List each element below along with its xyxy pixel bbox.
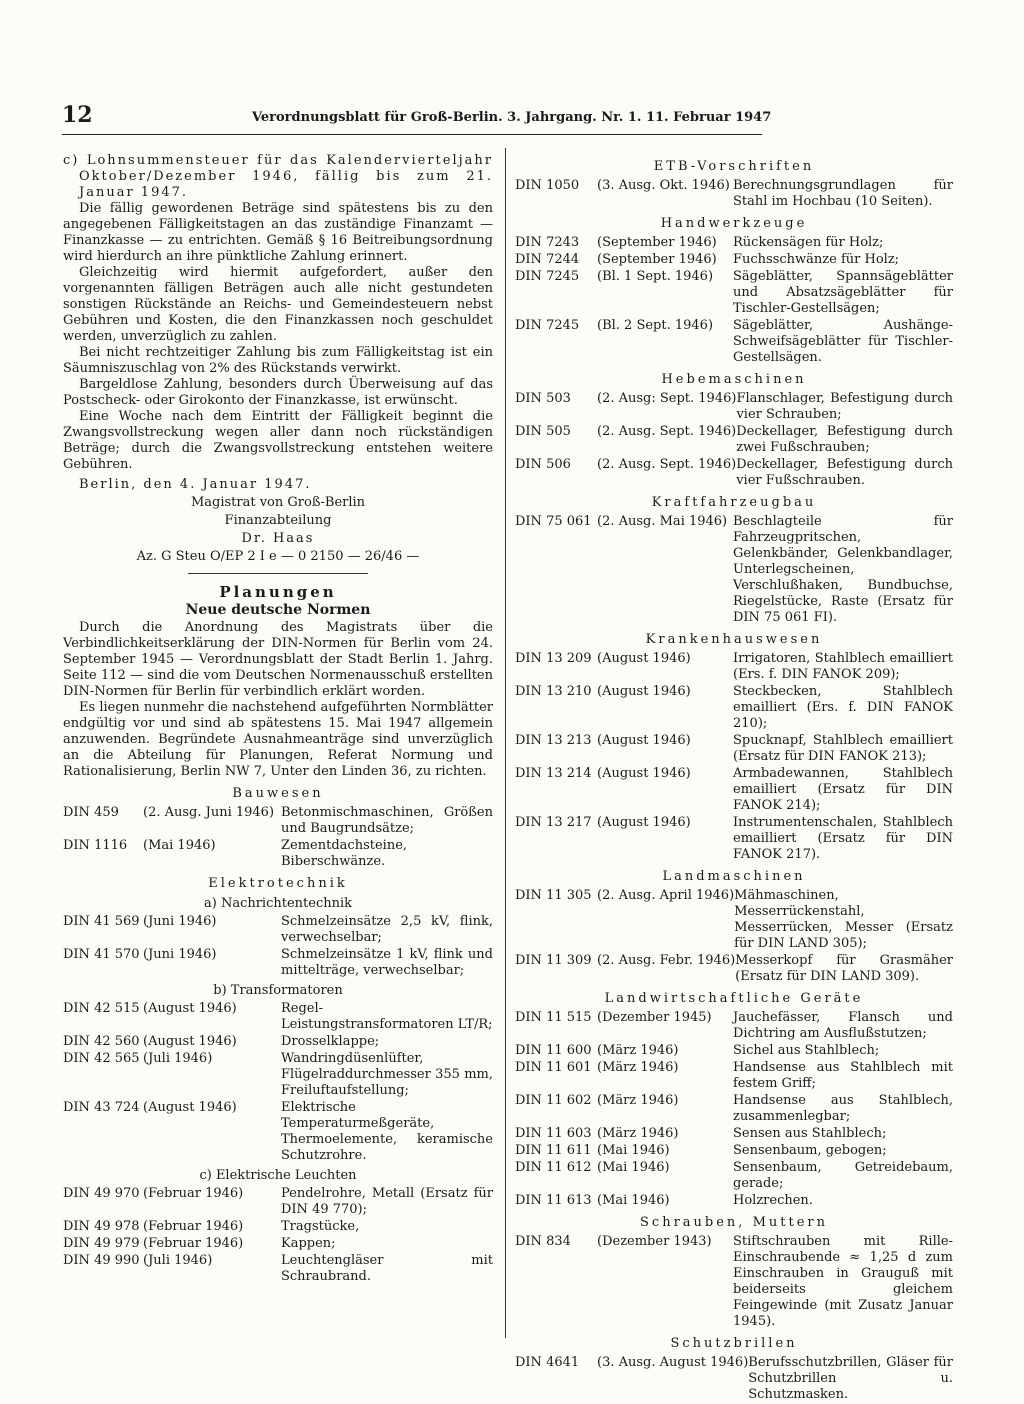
norm-entry [515, 1234, 953, 1330]
norm-entry [63, 947, 493, 979]
norm-entry [515, 953, 953, 985]
norm-entry [63, 805, 493, 837]
norm-code: DIN 13 210 [515, 684, 592, 699]
norm-edition: (2. Ausg. Juni 1946) [143, 805, 275, 820]
signature-department: Finanzabteilung [224, 513, 332, 528]
norm-code: DIN 11 309 [515, 953, 592, 968]
left-column [63, 153, 493, 1286]
norm-description: Holzrechen. [733, 1193, 813, 1208]
norm-code: DIN 11 611 [515, 1143, 592, 1158]
norm-description: Steckbecken, Stahlblech emailliert (Ers. f. DIN FANOK 210); [733, 684, 953, 731]
norm-entry [515, 1093, 953, 1125]
norm-edition: (März 1946) [597, 1126, 679, 1141]
section-title: ETB-Vorschriften [653, 159, 815, 174]
norm-code: DIN 43 724 [63, 1100, 140, 1115]
norm-description: Sensen aus Stahlblech; [733, 1126, 887, 1141]
norm-edition: (2. Ausg: Sept. 1946) [597, 391, 737, 406]
section-title: Schutzbrillen [670, 1336, 798, 1351]
header-title: Verordnungsblatt für Groß-Berlin. 3. Jahrgang. Nr. 1. 11. Februar 1947 [252, 110, 772, 125]
right-norm-sections [515, 159, 953, 1403]
norm-code: DIN 49 979 [63, 1236, 140, 1251]
norm-edition: (Mai 1946) [597, 1160, 670, 1175]
norm-description: Schmelzeinsätze 2,5 kV, flink, verwechselbar; [281, 914, 493, 945]
norm-edition: (Dezember 1943) [597, 1234, 712, 1249]
norm-edition: (3. Ausg. Okt. 1946) [597, 178, 730, 193]
norm-entry [515, 733, 953, 765]
norm-entry [515, 1060, 953, 1092]
norm-entry [515, 815, 953, 863]
norm-description: Berechnungsgrundlagen für Stahl im Hochbau (10 Seiten). [733, 178, 953, 209]
norm-code: DIN 4641 [515, 1355, 580, 1370]
norm-edition: (September 1946) [597, 235, 717, 250]
norm-code: DIN 11 515 [515, 1010, 592, 1025]
norm-code: DIN 13 217 [515, 815, 592, 830]
norm-entry [63, 1001, 493, 1033]
norm-entry [63, 1219, 493, 1235]
norm-edition: (Dezember 1945) [597, 1010, 712, 1025]
paragraph-anordnung: Durch die Anordnung des Magistrats über die Verbindlichkeitserklärung der DIN-Normen für Berlin vom 24. September 1945 — Verordnungsblatt der Stadt Berlin 1. Jahrg. Seite 112 — sind die vom Deutschen Normenausschuß erstellten DIN-Normen für Berlin für verbindlich erklärt worden. [63, 620, 493, 699]
norm-edition: (August 1946) [597, 766, 691, 781]
section-title: Kraftfahrzeugbau [651, 495, 817, 510]
section-title: Handwerkzeuge [660, 216, 808, 231]
norm-code: DIN 11 603 [515, 1126, 592, 1141]
column-divider [505, 148, 506, 1338]
norm-edition: (August 1946) [597, 684, 691, 699]
norm-entry [63, 838, 493, 870]
norm-description: Betonmischmaschinen, Größen und Baugrundsätze; [281, 805, 493, 836]
norm-description: Wandringdüsenlüfter, Flügelraddurchmesser 355 mm, Freiluftaufstellung; [281, 1051, 493, 1098]
norm-entry [63, 1051, 493, 1099]
norm-description: Tragstücke, [281, 1219, 360, 1234]
norm-code: DIN 49 978 [63, 1219, 140, 1234]
norm-description: Jauchefässer, Flansch und Dichtring am Ausflußstutzen; [733, 1010, 953, 1041]
paragraph-rueckstaende: Gleichzeitig wird hiermit aufgefordert, außer den vorgenannten fälligen Beträgen auch alle nicht gestundeten sonstigen Rückstände an Reichs- und Gemeindesteuern nebst Gebühren und Kosten, die den Finanzkassen noch geschuldet werden, unverzüglich zu zahlen. [63, 265, 493, 344]
norm-edition: (2. Ausg. Febr. 1946) [597, 953, 736, 968]
norm-code: DIN 503 [515, 391, 571, 406]
norm-code: DIN 11 612 [515, 1160, 592, 1175]
norm-description: Handsense aus Stahlblech, zusammenlegbar; [733, 1093, 953, 1124]
norm-code: DIN 1116 [63, 838, 128, 853]
paragraph-faelligkeit: Die fällig gewordenen Beträge sind spätestens bis zu den angegebenen Fälligkeitstagen an das zuständige Finanzamt — Finanzkasse — zu entrichten. Gemäß § 16 Beitreibungsordnung wird hierdurch an ihre pünktliche Zahlung erinnert. [63, 201, 493, 264]
section-title: Bauwesen [232, 786, 324, 801]
norm-code: DIN 11 601 [515, 1060, 592, 1075]
norm-entry [515, 457, 953, 489]
norm-entry [63, 1253, 493, 1285]
norm-edition: (März 1946) [597, 1043, 679, 1058]
norm-description: Armbadewannen, Stahlblech emailliert (Ersatz für DIN FANOK 214); [733, 766, 953, 813]
norm-entry [515, 1126, 953, 1142]
norm-code: DIN 11 305 [515, 888, 592, 903]
section-subtitle: c) Elektrische Leuchten [199, 1168, 357, 1183]
date-line: Berlin, den 4. Januar 1947. [79, 477, 312, 492]
signature-magistrat: Magistrat von Groß-Berlin [190, 495, 366, 510]
norm-entry [515, 235, 953, 251]
norm-entry [63, 1236, 493, 1252]
norm-entry [515, 1193, 953, 1209]
norm-entry [515, 252, 953, 268]
norm-edition: (2. Ausg. Sept. 1946) [597, 457, 737, 472]
norm-entry [515, 684, 953, 732]
section-title: Landmaschinen [662, 869, 806, 884]
section-title: Schrauben, Muttern [640, 1215, 828, 1230]
norm-entry [515, 1355, 953, 1403]
norm-edition: (August 1946) [143, 1001, 237, 1016]
norm-code: DIN 49 970 [63, 1186, 140, 1201]
norm-description: Regel-Leistungstransformatoren LT/R; [281, 1001, 493, 1032]
norm-entry [515, 1043, 953, 1059]
paragraph-bargeldlos: Bargeldlose Zahlung, besonders durch Überweisung auf das Postscheck- oder Girokonto der Finanzkasse, ist erwünscht. [63, 377, 493, 408]
norm-description: Instrumentenschalen, Stahlblech emailliert (Ersatz für DIN FANOK 217). [733, 815, 953, 862]
norm-entry [515, 888, 953, 952]
norm-entry [63, 914, 493, 946]
paragraph-normblaetter: Es liegen nunmehr die nachstehend aufgeführten Normblätter endgültig vor und sind ab spätestens 15. Mai 1947 allgemein anzuwenden. Begründete Ausnahmeanträge sind unverzüglich an die Abteilung für Planungen, Referat Normung und Rationalisierung, Berlin NW 7, Unter den Linden 36, zu richten. [63, 700, 493, 779]
section-title: Elektrotechnik [208, 876, 348, 891]
norm-edition: (2. Ausg. Sept. 1946) [597, 424, 737, 439]
norm-description: Deckellager, Befestigung durch vier Fußschrauben. [736, 457, 953, 488]
norm-edition: (Mai 1946) [597, 1193, 670, 1208]
norm-entry [515, 178, 953, 210]
norm-entry [515, 651, 953, 683]
norm-entry [515, 269, 953, 317]
norm-edition: (März 1946) [597, 1060, 679, 1075]
norm-code: DIN 11 600 [515, 1043, 592, 1058]
norm-edition: (Juli 1946) [143, 1051, 213, 1066]
norm-entry [515, 318, 953, 366]
right-column [515, 153, 953, 1404]
norm-code: DIN 7245 [515, 318, 580, 333]
norm-code: DIN 13 213 [515, 733, 592, 748]
subheading-neue-normen: Neue deutsche Normen [185, 602, 371, 618]
norm-edition: (Bl. 2 Sept. 1946) [597, 318, 714, 333]
norm-code: DIN 7244 [515, 252, 580, 267]
page-number: 12 [62, 102, 93, 128]
paragraph-saeumniszuschlag: Bei nicht rechtzeitiger Zahlung bis zum Fälligkeitstag ist ein Säumniszuschlag von 2% des Rückstands verwirkt. [63, 345, 493, 376]
norm-code: DIN 834 [515, 1234, 571, 1249]
section-heading-planungen: Planungen [219, 583, 337, 601]
norm-edition: (Juni 1946) [143, 914, 217, 929]
norm-edition: (3. Ausg. August 1946) [597, 1355, 749, 1370]
norm-code: DIN 11 613 [515, 1193, 592, 1208]
norm-entry [515, 1010, 953, 1042]
norm-edition: (Februar 1946) [143, 1186, 244, 1201]
section-title: Landwirtschaftliche Geräte [604, 991, 864, 1006]
norm-edition: (August 1946) [597, 651, 691, 666]
norm-description: Berufsschutzbrillen, Gläser für Schutzbrillen u. Schutzmasken. [748, 1355, 953, 1402]
norm-code: DIN 505 [515, 424, 571, 439]
norm-edition: (Februar 1946) [143, 1219, 244, 1234]
norm-entry [63, 1186, 493, 1218]
norm-description: Leuchtengläser mit Schraubrand. [281, 1253, 493, 1284]
paragraph-lohnsummensteuer: c) Lohnsummensteuer für das Kalendervierteljahr Oktober/Dezember 1946, fällig bis zum 21. Januar 1947. [63, 153, 493, 200]
signature-block [63, 495, 493, 565]
norm-entry [63, 1034, 493, 1050]
norm-code: DIN 41 569 [63, 914, 140, 929]
norm-description: Sichel aus Stahlblech; [733, 1043, 880, 1058]
norm-description: Fuchsschwänze für Holz; [733, 252, 900, 267]
reference-number: Az. G Steu O/EP 2 I e — 0 2150 — 26/46 — [136, 549, 420, 564]
norm-description: Schmelzeinsätze 1 kV, flink und mittelträge, verwechselbar; [281, 947, 493, 978]
norm-code: DIN 42 565 [63, 1051, 140, 1066]
norm-description: Mähmaschinen, Messerrückenstahl, Messerrücken, Messer (Ersatz für DIN LAND 305); [734, 888, 953, 951]
norm-entry [515, 1160, 953, 1192]
norm-description: Sensenbaum, Getreidebaum, gerade; [733, 1160, 953, 1191]
norm-entry [515, 391, 953, 423]
norm-code: DIN 42 515 [63, 1001, 140, 1016]
norm-description: Elektrische Temperaturmeßgeräte, Thermoelemente, keramische Schutzrohre. [281, 1100, 493, 1163]
norm-description: Zementdachsteine, Biberschwänze. [281, 838, 408, 869]
norm-code: DIN 49 990 [63, 1253, 140, 1268]
norm-code: DIN 42 560 [63, 1034, 140, 1049]
section-rule [188, 573, 368, 574]
norm-description: Stiftschrauben mit Rille-Einschraubende ≈ 1,25 d zum Einschrauben in Grauguß mit beiderseits gleichem Feingewinde (mit Zusatz Januar 1945). [733, 1234, 953, 1329]
section-subtitle: b) Transformatoren [213, 983, 343, 998]
norm-edition: (2. Ausg. April 1946) [597, 888, 735, 903]
norm-description: Kappen; [281, 1236, 336, 1251]
norm-description: Pendelrohre, Metall (Ersatz für DIN 49 770); [281, 1186, 493, 1217]
norm-description: Spucknapf, Stahlblech emailliert (Ersatz für DIN FANOK 213); [733, 733, 953, 764]
norm-edition: (August 1946) [597, 815, 691, 830]
norm-code: DIN 506 [515, 457, 571, 472]
norm-description: Messerkopf für Grasmäher (Ersatz für DIN LAND 309). [735, 953, 953, 984]
norm-edition: (Juli 1946) [143, 1253, 213, 1268]
norm-code: DIN 7243 [515, 235, 580, 250]
norm-description: Beschlagteile für Fahrzeugpritschen, Gelenkbänder, Gelenkbandlager, Unterlegscheinen, Verschlußhaken, Bundbuchse, Riegelstücke, Raste (Ersatz für DIN 75 061 FI). [733, 514, 953, 625]
norm-edition: (Februar 1946) [143, 1236, 244, 1251]
norm-entry [63, 1100, 493, 1164]
norm-edition: (September 1946) [597, 252, 717, 267]
norm-description: Drosselklappe; [281, 1034, 380, 1049]
norm-code: DIN 1050 [515, 178, 580, 193]
norm-code: DIN 41 570 [63, 947, 140, 962]
norm-code: DIN 459 [63, 805, 119, 820]
norm-code: DIN 13 209 [515, 651, 592, 666]
page-header [62, 102, 772, 135]
section-title: Hebemaschinen [661, 372, 807, 387]
norm-code: DIN 75 061 [515, 514, 592, 529]
norm-entry [515, 766, 953, 814]
section-subtitle: a) Nachrichtentechnik [203, 896, 353, 911]
norm-edition: (Bl. 1 Sept. 1946) [597, 269, 714, 284]
norm-description: Rückensägen für Holz; [733, 235, 884, 250]
norm-description: Deckellager, Befestigung durch zwei Fußschrauben; [736, 424, 953, 455]
norm-edition: (August 1946) [143, 1100, 237, 1115]
norm-edition: (2. Ausg. Mai 1946) [597, 514, 728, 529]
paragraph-zwangsvollstreckung: Eine Woche nach dem Eintritt der Fälligkeit beginnt die Zwangsvollstreckung wegen aller dann noch rückständigen Beträge; durch die Zwangsvollstreckung entstehen weitere Gebühren. [63, 409, 493, 472]
norm-description: Sägeblätter, Spannsägeblätter und Absatzsägeblätter für Tischler-Gestellsägen; [733, 269, 953, 316]
norm-code: DIN 11 602 [515, 1093, 592, 1108]
norm-entry [515, 424, 953, 456]
norm-description: Irrigatoren, Stahlblech emailliert (Ers. f. DIN FANOK 209); [733, 651, 953, 682]
norm-entry [515, 514, 953, 626]
norm-description: Sensenbaum, gebogen; [733, 1143, 887, 1158]
norm-code: DIN 13 214 [515, 766, 592, 781]
norm-code: DIN 7245 [515, 269, 580, 284]
norm-edition: (Mai 1946) [597, 1143, 670, 1158]
norm-description: Handsense aus Stahlblech mit festem Griff; [733, 1060, 953, 1091]
norm-description: Flanschlager, Befestigung durch vier Schrauben; [736, 391, 953, 422]
signature-name: Dr. Haas [241, 531, 315, 546]
norm-edition: (Juni 1946) [143, 947, 217, 962]
section-title: Krankenhauswesen [645, 632, 823, 647]
left-norm-sections [63, 786, 493, 1285]
norm-edition: (August 1946) [597, 733, 691, 748]
norm-edition: (März 1946) [597, 1093, 679, 1108]
norm-edition: (Mai 1946) [143, 838, 216, 853]
norm-edition: (August 1946) [143, 1034, 237, 1049]
norm-description: Sägeblätter, Aushänge-Schweifsägeblätter für Tischler-Gestellsägen. [733, 318, 953, 365]
norm-entry [515, 1143, 953, 1159]
